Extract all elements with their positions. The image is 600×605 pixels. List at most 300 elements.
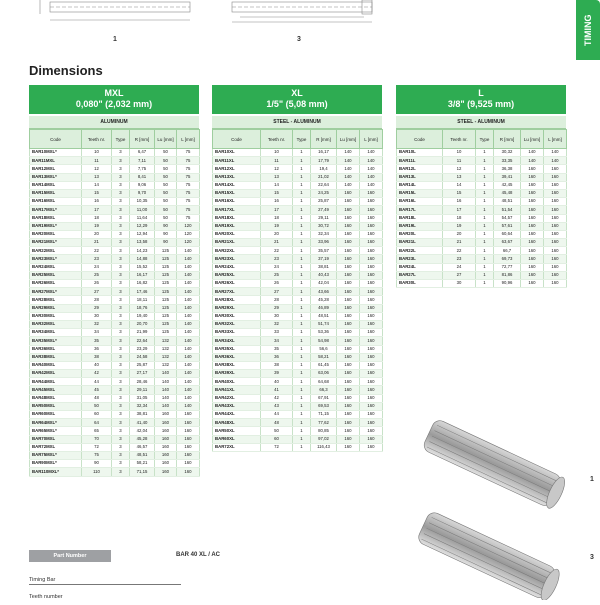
cell-type: 1 (476, 189, 494, 197)
cell-lu: 160 (337, 230, 360, 238)
cell-lu: 160 (521, 239, 544, 247)
cell-l: 140 (177, 320, 200, 328)
table-row (213, 239, 383, 247)
table-row (397, 214, 567, 222)
cell-lu: 160 (521, 206, 544, 214)
cell-code: BAR14L (397, 181, 443, 189)
cell-teeth: 34 (261, 337, 293, 345)
cell-teeth: 34 (82, 329, 112, 337)
table-row (30, 157, 200, 165)
cell-type: 1 (293, 230, 311, 238)
leader-line (29, 584, 181, 585)
cell-teeth: 42 (82, 370, 112, 378)
cell-teeth: 23 (261, 255, 293, 263)
table-row (30, 402, 200, 410)
cell-lu: 140 (337, 181, 360, 189)
cell-lu: 132 (155, 345, 177, 353)
cell-type: 3 (112, 361, 130, 369)
cell-l: 160 (360, 370, 383, 378)
cell-r: 81,86 (494, 271, 521, 279)
cell-teeth: 65 (82, 427, 112, 435)
cell-teeth: 11 (261, 157, 293, 165)
cell-lu: 160 (521, 214, 544, 222)
cell-teeth: 42 (261, 394, 293, 402)
table-row (30, 255, 200, 263)
cell-lu: 160 (521, 247, 544, 255)
cell-lu: 160 (337, 198, 360, 206)
cell-r: 67,91 (311, 394, 337, 402)
cell-lu: 160 (155, 468, 177, 476)
cell-type: 1 (293, 271, 311, 279)
cell-l: 160 (544, 263, 567, 271)
cell-teeth: 90 (82, 460, 112, 468)
cell-r: 37,19 (311, 255, 337, 263)
cell-type: 1 (293, 304, 311, 312)
cell-r: 11,64 (130, 214, 155, 222)
cell-teeth: 15 (261, 189, 293, 197)
col-r: R [mm] (494, 130, 521, 149)
part-number-item: Timing Bar (29, 577, 56, 583)
cell-r: 21,99 (130, 329, 155, 337)
cell-r: 43,66 (311, 288, 337, 296)
cell-code: BAR19MXL* (30, 222, 82, 230)
cell-teeth: 21 (443, 239, 476, 247)
cell-type: 1 (293, 378, 311, 386)
cell-code: BAR28XL (213, 296, 261, 304)
cell-r: 42,45 (494, 181, 521, 189)
cell-l: 160 (544, 165, 567, 173)
cell-r: 32,34 (130, 402, 155, 410)
cell-type: 1 (293, 263, 311, 271)
table-row (213, 378, 383, 386)
cell-code: BAR32MXL (30, 320, 82, 328)
cell-code: BAR12L (397, 165, 443, 173)
cell-r: 25,87 (130, 361, 155, 369)
cell-type: 3 (112, 280, 130, 288)
table-row (397, 222, 567, 230)
cell-code: BAR34XL (213, 337, 261, 345)
table-row (213, 419, 383, 427)
table-row (30, 320, 200, 328)
table-row (30, 181, 200, 189)
cell-type: 1 (293, 337, 311, 345)
table-row (213, 345, 383, 353)
roller-svg (410, 420, 600, 600)
cell-lu: 160 (337, 288, 360, 296)
cell-r: 24,58 (130, 353, 155, 361)
cell-code: BAR20XL (213, 230, 261, 238)
cell-lu: 132 (155, 361, 177, 369)
cell-l: 160 (360, 345, 383, 353)
cell-r: 56,6 (311, 345, 337, 353)
cell-code: BAR27MXL* (30, 288, 82, 296)
cell-teeth: 40 (82, 361, 112, 369)
col-type: Type (476, 130, 494, 149)
cell-code: BAR42XL (213, 394, 261, 402)
cell-teeth: 36 (261, 353, 293, 361)
cell-l: 140 (177, 329, 200, 337)
cell-lu: 50 (155, 189, 177, 197)
cell-code: BAR11XL (213, 157, 261, 165)
cell-type: 1 (476, 149, 494, 157)
cell-l: 160 (360, 337, 383, 345)
cell-l: 160 (544, 255, 567, 263)
cell-teeth: 60 (261, 435, 293, 443)
cell-r: 69,73 (494, 255, 521, 263)
cell-l: 160 (360, 230, 383, 238)
cell-code: BAR38MXL (30, 353, 82, 361)
table-row (397, 157, 567, 165)
col-code: Code (30, 130, 82, 149)
cell-code: BAR32XL (213, 320, 261, 328)
cell-r: 38,81 (130, 411, 155, 419)
table-row (30, 419, 200, 427)
cell-teeth: 50 (261, 427, 293, 435)
cell-lu: 125 (155, 247, 177, 255)
cell-code: BAR72MXL (30, 443, 82, 451)
cell-r: 116,43 (311, 443, 337, 451)
cell-teeth: 29 (82, 304, 112, 312)
cell-l: 160 (360, 206, 383, 214)
cell-teeth: 29 (261, 304, 293, 312)
cell-l: 160 (360, 419, 383, 427)
cell-l: 160 (360, 378, 383, 386)
cell-l: 120 (177, 222, 200, 230)
cell-l: 160 (177, 443, 200, 451)
cell-code: BAR33XL (213, 329, 261, 337)
cell-lu: 160 (337, 222, 360, 230)
cell-lu: 160 (155, 411, 177, 419)
cell-code: BAR45MXL (30, 386, 82, 394)
table-row (30, 280, 200, 288)
cell-teeth: 27 (82, 288, 112, 296)
table-row (30, 370, 200, 378)
cell-r: 46,57 (130, 443, 155, 451)
cell-r: 58,21 (311, 353, 337, 361)
cell-l: 75 (177, 149, 200, 157)
cell-type: 3 (112, 239, 130, 247)
cell-type: 1 (293, 149, 311, 157)
cell-l: 160 (360, 304, 383, 312)
cell-r: 27,49 (311, 206, 337, 214)
cell-type: 1 (293, 353, 311, 361)
cell-r: 72,77 (494, 263, 521, 271)
cell-r: 40,43 (311, 271, 337, 279)
cell-l: 140 (177, 247, 200, 255)
table-l (396, 85, 566, 288)
cell-r: 48,51 (311, 312, 337, 320)
cell-l: 140 (177, 386, 200, 394)
cell-r: 7,11 (130, 157, 155, 165)
cell-teeth: 48 (261, 419, 293, 427)
cell-lu: 160 (155, 460, 177, 468)
cell-r: 77,62 (311, 419, 337, 427)
cell-l: 160 (177, 451, 200, 459)
cell-teeth: 32 (82, 320, 112, 328)
cell-r: 22,64 (130, 337, 155, 345)
cell-l: 160 (360, 329, 383, 337)
cell-lu: 160 (337, 435, 360, 443)
cell-r: 58,21 (130, 460, 155, 468)
material-label: ALUMINUM (29, 116, 199, 129)
cell-type: 3 (112, 255, 130, 263)
cell-lu: 140 (155, 386, 177, 394)
cell-type: 3 (112, 443, 130, 451)
cell-code: BAR20L (397, 230, 443, 238)
table-row (30, 165, 200, 173)
cell-l: 160 (360, 239, 383, 247)
table-row (397, 280, 567, 288)
cell-type: 1 (293, 329, 311, 337)
cell-lu: 160 (337, 312, 360, 320)
table-row (30, 411, 200, 419)
cell-teeth: 27 (261, 288, 293, 296)
table-row (397, 198, 567, 206)
table-row (30, 149, 200, 157)
cell-code: BAR26MXL (30, 280, 82, 288)
cell-code: BAR42MXL (30, 370, 82, 378)
cell-r: 16,17 (130, 271, 155, 279)
cell-l: 160 (177, 460, 200, 468)
cell-r: 17,46 (130, 288, 155, 296)
table-row (30, 451, 200, 459)
table-header (396, 85, 566, 114)
cell-teeth: 39 (261, 370, 293, 378)
col-type: Type (112, 130, 130, 149)
cell-teeth: 25 (82, 271, 112, 279)
cell-code: BAR18XL (213, 214, 261, 222)
cell-code: BAR28MXL (30, 296, 82, 304)
cell-lu: 50 (155, 157, 177, 165)
cell-code: BAR72XL (213, 443, 261, 451)
cell-l: 160 (360, 411, 383, 419)
cell-type: 1 (476, 280, 494, 288)
cell-r: 33,35 (494, 157, 521, 165)
table-row (213, 337, 383, 345)
cell-code: BAR50MXL (30, 402, 82, 410)
cell-type: 1 (293, 247, 311, 255)
table-row (30, 271, 200, 279)
cell-teeth: 75 (82, 451, 112, 459)
table-row (213, 255, 383, 263)
cell-type: 1 (293, 222, 311, 230)
table-row (213, 149, 383, 157)
cell-l: 140 (177, 288, 200, 296)
cell-r: 46,89 (311, 304, 337, 312)
cell-r: 7,75 (130, 165, 155, 173)
table-row (213, 222, 383, 230)
cell-teeth: 30 (82, 312, 112, 320)
cell-teeth: 14 (443, 181, 476, 189)
cell-l: 140 (177, 394, 200, 402)
cell-r: 21,02 (311, 173, 337, 181)
table-row (30, 468, 200, 476)
cell-r: 66,7 (494, 247, 521, 255)
table-header (29, 85, 199, 114)
cell-type: 1 (293, 189, 311, 197)
cell-teeth: 15 (82, 189, 112, 197)
col-code: Code (397, 130, 443, 149)
cell-type: 1 (293, 214, 311, 222)
cell-r: 9,06 (130, 181, 155, 189)
cell-r: 18,76 (130, 304, 155, 312)
cell-type: 3 (112, 206, 130, 214)
cell-type: 1 (476, 173, 494, 181)
cell-code: BAR25MXL (30, 271, 82, 279)
table-row (397, 189, 567, 197)
cell-type: 1 (293, 370, 311, 378)
cell-l: 160 (360, 435, 383, 443)
cell-teeth: 19 (82, 222, 112, 230)
cell-r: 42,04 (311, 280, 337, 288)
cell-lu: 160 (155, 451, 177, 459)
cell-teeth: 41 (261, 386, 293, 394)
cell-code: BAR22XL (213, 247, 261, 255)
cell-r: 16,17 (311, 149, 337, 157)
cell-l: 160 (360, 427, 383, 435)
col-r: R [mm] (311, 130, 337, 149)
cell-type: 1 (293, 386, 311, 394)
cell-code: BAR48XL (213, 419, 261, 427)
cell-lu: 160 (337, 361, 360, 369)
table-row (397, 165, 567, 173)
cell-type: 1 (293, 296, 311, 304)
table-row (213, 263, 383, 271)
cell-l: 160 (360, 288, 383, 296)
cell-l: 75 (177, 173, 200, 181)
cell-l: 160 (360, 222, 383, 230)
cell-r: 14,23 (130, 247, 155, 255)
cell-l: 160 (544, 214, 567, 222)
cell-lu: 140 (155, 402, 177, 410)
cell-code: BAR16L (397, 198, 443, 206)
table-row (213, 206, 383, 214)
table-row (30, 288, 200, 296)
cell-type: 1 (293, 411, 311, 419)
cell-lu: 90 (155, 239, 177, 247)
table-row (30, 296, 200, 304)
cell-code: BAR29MXL (30, 304, 82, 312)
table-row (213, 435, 383, 443)
cell-code: BAR11L (397, 157, 443, 165)
table-row (30, 386, 200, 394)
table-row (213, 173, 383, 181)
cell-code: BAR30MXL (30, 312, 82, 320)
cell-teeth: 21 (261, 239, 293, 247)
cell-code: BAR10XL (213, 149, 261, 157)
cell-lu: 132 (155, 353, 177, 361)
cell-l: 140 (177, 402, 200, 410)
cell-lu: 125 (155, 280, 177, 288)
cell-type: 3 (112, 419, 130, 427)
table-row (213, 427, 383, 435)
table-row (397, 247, 567, 255)
cell-r: 54,98 (311, 337, 337, 345)
table-row (30, 378, 200, 386)
cell-teeth: 40 (261, 378, 293, 386)
cell-lu: 140 (521, 149, 544, 157)
cell-l: 160 (360, 296, 383, 304)
col-teeth: Teeth nr. (82, 130, 112, 149)
table-row (30, 263, 200, 271)
cell-code: BAR29XL (213, 304, 261, 312)
roller-illustrations (410, 420, 600, 600)
cell-lu: 160 (337, 394, 360, 402)
cell-r: 54,57 (494, 214, 521, 222)
table-row (30, 189, 200, 197)
table-row (397, 149, 567, 157)
cell-l: 160 (360, 214, 383, 222)
table-row (30, 206, 200, 214)
cell-type: 3 (112, 214, 130, 222)
cell-l: 160 (360, 312, 383, 320)
cell-type: 3 (112, 435, 130, 443)
cell-type: 1 (476, 271, 494, 279)
cell-r: 33,96 (311, 239, 337, 247)
cell-code: BAR23XL (213, 255, 261, 263)
table-row (213, 304, 383, 312)
table-title: XL (291, 88, 303, 98)
table-row (213, 288, 383, 296)
cell-l: 140 (360, 165, 383, 173)
cell-l: 140 (177, 345, 200, 353)
cell-lu: 140 (337, 157, 360, 165)
cell-type: 1 (476, 263, 494, 271)
cell-teeth: 15 (443, 189, 476, 197)
cell-type: 1 (476, 222, 494, 230)
cell-r: 48,51 (130, 451, 155, 459)
cell-l: 160 (360, 189, 383, 197)
cell-l: 75 (177, 165, 200, 173)
cell-type: 1 (293, 173, 311, 181)
cell-l: 160 (360, 255, 383, 263)
cell-lu: 140 (155, 394, 177, 402)
cell-l: 160 (544, 173, 567, 181)
cell-type: 3 (112, 370, 130, 378)
cell-teeth: 44 (82, 378, 112, 386)
cell-type: 3 (112, 149, 130, 157)
cell-r: 38,81 (311, 263, 337, 271)
cell-type: 1 (293, 165, 311, 173)
cell-code: BAR27L (397, 271, 443, 279)
cell-r: 29,11 (130, 386, 155, 394)
cell-code: BAR75MXL* (30, 451, 82, 459)
table-row (30, 312, 200, 320)
cell-type: 1 (293, 345, 311, 353)
table-row (213, 189, 383, 197)
cell-code: BAR13L (397, 173, 443, 181)
cell-type: 3 (112, 157, 130, 165)
cell-teeth: 12 (82, 165, 112, 173)
cell-code: BAR24L (397, 263, 443, 271)
cell-code: BAR39XL (213, 370, 261, 378)
cell-teeth: 28 (82, 296, 112, 304)
table-row (30, 443, 200, 451)
cell-code: BAR10MXL* (30, 149, 82, 157)
cell-r: 12,94 (130, 230, 155, 238)
cell-lu: 132 (155, 337, 177, 345)
cell-l: 160 (177, 435, 200, 443)
cell-teeth: 43 (261, 402, 293, 410)
cell-code: BAR11MXL (30, 157, 82, 165)
roller-label-1: 1 (590, 476, 594, 483)
cell-code: BAR38XL (213, 361, 261, 369)
cell-l: 140 (177, 304, 200, 312)
cell-r: 42,04 (130, 427, 155, 435)
cell-l: 140 (177, 280, 200, 288)
cell-r: 80,85 (311, 427, 337, 435)
table-row (213, 411, 383, 419)
